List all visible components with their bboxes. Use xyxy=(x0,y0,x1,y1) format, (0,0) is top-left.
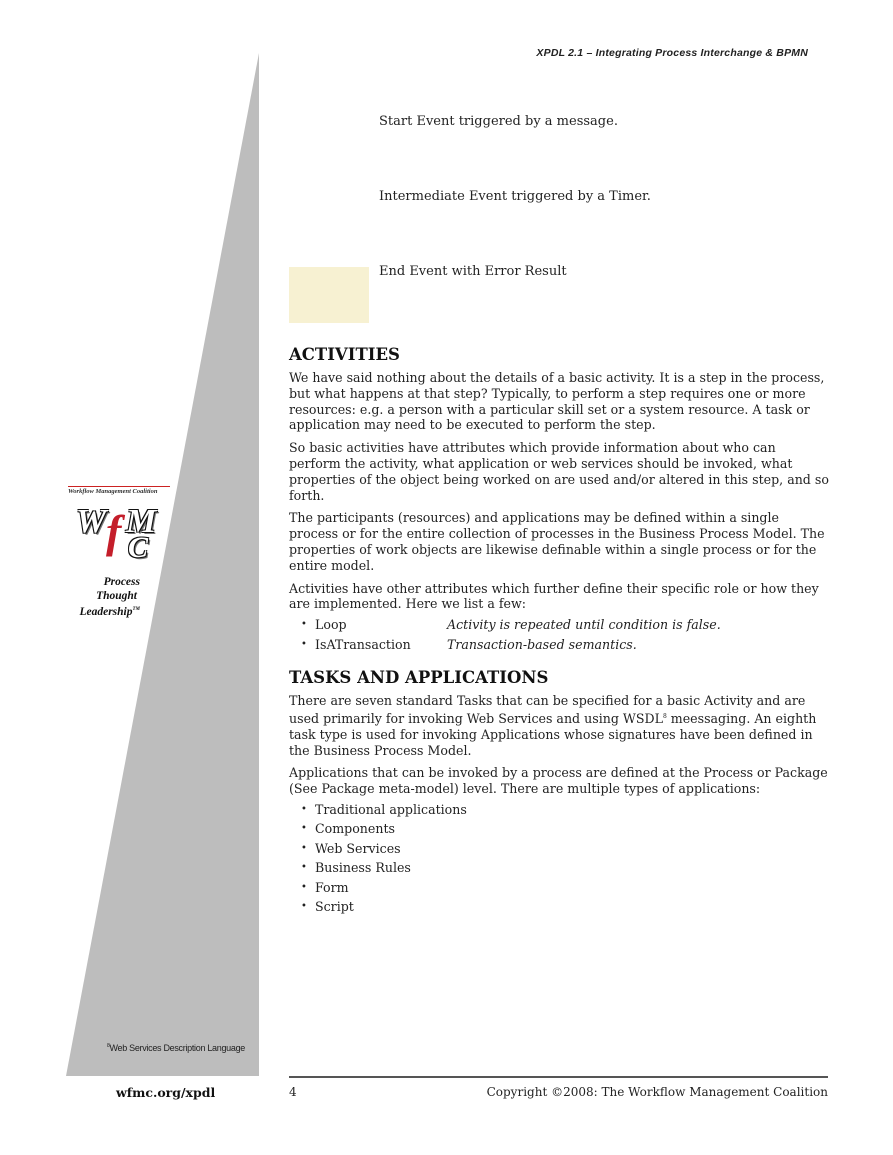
logo-letter-c: C xyxy=(128,531,149,564)
logo-letter-m: M xyxy=(126,503,157,540)
activity-attributes-list xyxy=(289,615,829,654)
attribute-description: Transaction-based semantics. xyxy=(447,636,637,652)
footer-copyright: Copyright ©2008: The Workflow Management Coalition xyxy=(486,1085,828,1099)
list-item: • Web Services xyxy=(301,839,829,859)
application-types-list xyxy=(289,800,829,917)
activities-paragraph: So basic activities have attributes which provide information about who can perform the activity, what application or web services should be invoked, what properties of the object being worked on are used and/or altered in this step, and so forth. xyxy=(289,440,829,503)
list-item: • Components xyxy=(301,819,829,839)
activities-paragraph: We have said nothing about the details of a basic activity. It is a step in the process, but what happens at that step? Typically, to perform a step requires one or more resources: e.g. a person with a particular skill set or a system resource. A task or application may need to be executed to perform the step. xyxy=(289,370,825,433)
footer-divider xyxy=(289,1076,828,1078)
intermediate-event-description: Intermediate Event triggered by a Timer. xyxy=(379,189,651,204)
logo-tagline-line: Leadership™ xyxy=(79,605,140,618)
logo-tagline-line: Thought xyxy=(96,590,137,602)
end-event-description: End Event with Error Result xyxy=(379,264,567,279)
list-item: • Traditional applications xyxy=(301,800,829,820)
activities-heading: ACTIVITIES xyxy=(289,345,400,364)
list-item xyxy=(301,635,829,655)
list-item: • Script xyxy=(301,897,829,917)
footnote-text: Web Services Description Language xyxy=(109,1043,245,1053)
logo-coalition-text: Workflow Management Coalition xyxy=(68,486,170,495)
attribute-name: IsATransaction xyxy=(315,636,411,652)
tasks-paragraph: There are seven standard Tasks that can be specified for a basic Activity and are used primarily for invoking Web Services and using WSDL$^8$ meessaging. An eighth task type is used for invoking Applications whose signatures have been defined in the Business Process Model. xyxy=(289,693,817,758)
logo-letters xyxy=(68,495,170,564)
logo-tagline-line: Process xyxy=(103,576,140,588)
logo-letter-w: W xyxy=(76,503,107,540)
wfmc-logo xyxy=(68,486,170,619)
activities-paragraph: The participants (resources) and applications may be defined within a single process or for the entire collection of processes in the Business Process Model. The properties of work objects are likewise definable within a single process or for the entire model. xyxy=(289,510,825,573)
logo-tagline xyxy=(68,575,170,619)
list-item: • Business Rules xyxy=(301,858,829,878)
tasks-paragraph: Applications that can be invoked by a process are defined at the Process or Package (See Package meta-model) level. There are multiple types of applications: xyxy=(289,765,828,797)
running-header: XPDL 2.1 – Integrating Process Interchange & BPMN xyxy=(536,47,808,59)
activities-paragraph: Activities have other attributes which further define their specific role or how they are implemented. Here we list a few: xyxy=(289,580,819,612)
footnote xyxy=(107,1043,245,1053)
start-event-description: Start Event triggered by a message. xyxy=(379,114,618,129)
list-item: • Form xyxy=(301,878,829,898)
trademark-mark: TM xyxy=(132,607,140,612)
footnote-marker: 8 xyxy=(107,1043,110,1049)
logo-letter-f: f xyxy=(106,506,122,557)
attribute-name: Loop xyxy=(315,617,347,633)
end-event-figure-placeholder xyxy=(289,267,369,323)
attribute-description: Activity is repeated until condition is false. xyxy=(447,617,721,633)
page-number: 4 xyxy=(289,1085,297,1099)
footnote-reference: 8 xyxy=(662,712,667,720)
tasks-heading: TASKS AND APPLICATIONS xyxy=(289,668,549,688)
main-content xyxy=(289,345,829,931)
list-item xyxy=(301,615,829,635)
footer-site-url: wfmc.org/xpdl xyxy=(116,1085,216,1100)
